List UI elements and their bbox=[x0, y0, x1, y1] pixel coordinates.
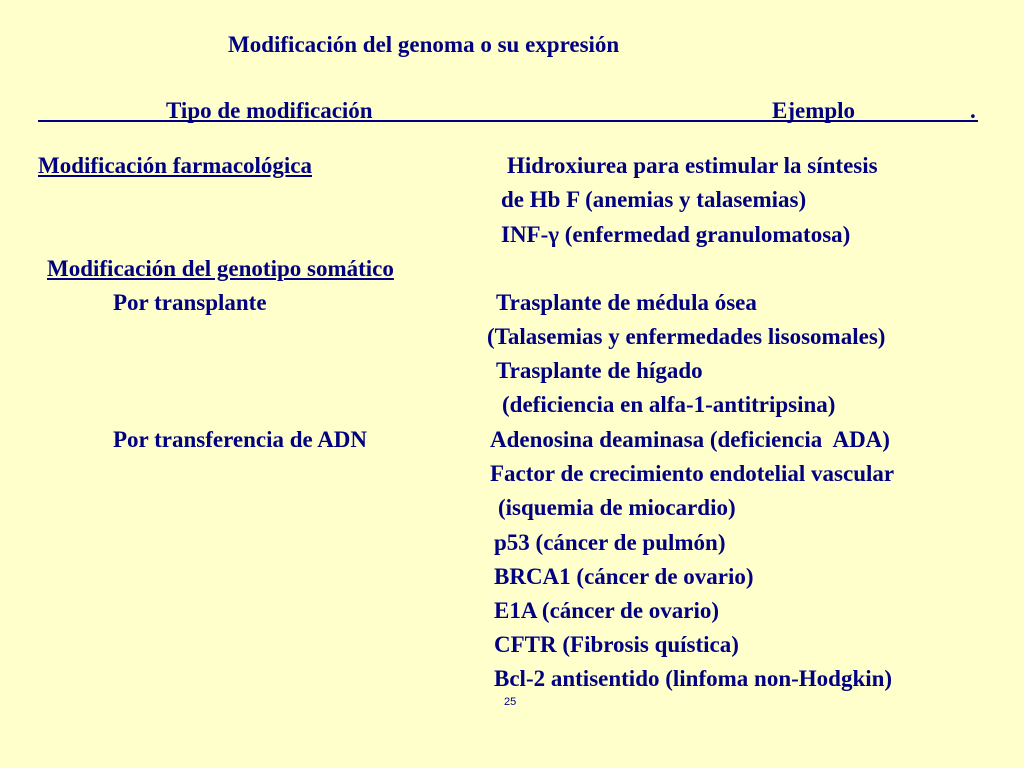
example-item: Factor de crecimiento endotelial vascular bbox=[490, 461, 895, 486]
example-item: p53 (cáncer de pulmón) bbox=[494, 530, 726, 555]
example-item: Trasplante de médula ósea bbox=[496, 290, 757, 315]
example-item: Bcl-2 antisentido (linfoma non-Hodgkin) bbox=[494, 666, 893, 691]
section-heading-pharmacological: Modificación farmacológica bbox=[38, 153, 313, 178]
example-item: Hidroxiurea para estimular la síntesis bbox=[507, 153, 878, 178]
example-item: de Hb F (anemias y talasemias) bbox=[501, 187, 807, 212]
header-col-type: Tipo de modificación bbox=[166, 98, 373, 123]
slide-title: Modificación del genoma o su expresión bbox=[228, 32, 620, 57]
example-item: INF-γ (enfermedad granulomatosa) bbox=[501, 222, 851, 247]
header-end-mark: . bbox=[970, 98, 976, 123]
example-item: (Talasemias y enfermedades lisosomales) bbox=[487, 324, 886, 349]
example-item: BRCA1 (cáncer de ovario) bbox=[494, 564, 754, 589]
example-item: Trasplante de hígado bbox=[496, 358, 703, 383]
subsection-label-dna-transfer: Por transferencia de ADN bbox=[113, 427, 368, 452]
subsection-label-transplant: Por transplante bbox=[113, 290, 267, 315]
example-item: CFTR (Fibrosis quística) bbox=[494, 632, 739, 657]
page-number: 25 bbox=[504, 696, 517, 708]
section-heading-somatic-genotype: Modificación del genotipo somático bbox=[47, 256, 394, 281]
example-item: (deficiencia en alfa-1-antitripsina) bbox=[502, 392, 836, 417]
example-item: (isquemia de miocardio) bbox=[498, 495, 736, 520]
example-item: E1A (cáncer de ovario) bbox=[494, 598, 720, 623]
header-col-example: Ejemplo bbox=[772, 98, 856, 123]
example-item: Adenosina deaminasa (deficiencia ADA) bbox=[490, 427, 890, 452]
